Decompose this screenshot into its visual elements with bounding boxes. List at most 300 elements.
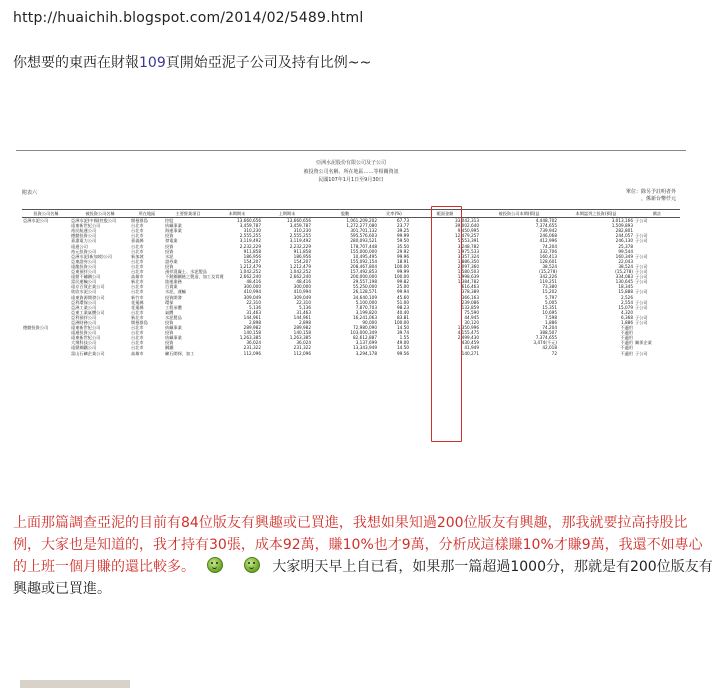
- table-cell: 控股: [165, 218, 174, 224]
- table-header-cell: 被投資公司名稱: [70, 210, 130, 218]
- table-cell: 239,086: [461, 299, 479, 305]
- table-cell: 130,645: [615, 279, 633, 285]
- table-cell: 5,797: [545, 294, 557, 300]
- table-cell: 遠東新世紀公司: [71, 223, 101, 229]
- table-cell: 1,212,479: [239, 263, 261, 269]
- table-cell: 子公司: [635, 238, 648, 244]
- table-cell: 陸運業務: [165, 279, 182, 285]
- table-cell: 台北市: [131, 345, 144, 351]
- table-cell: 157,492,853: [350, 269, 377, 275]
- table-cell: 140,271: [461, 350, 479, 356]
- table-cell: 31,463: [246, 309, 261, 315]
- report-title: 亞洲水泥股份有限公司及子公司: [315, 160, 386, 166]
- table-cell: 154,207: [243, 258, 261, 264]
- table-cell: 178,707,448: [350, 243, 377, 249]
- table-cell: 2,526: [621, 294, 633, 300]
- percentage-cell: 14.50: [397, 325, 409, 331]
- table-cell: 160,413: [539, 253, 557, 259]
- table-cell: 1,580,503: [457, 269, 479, 275]
- percentage-cell: 23.77: [397, 223, 409, 229]
- table-cell: 595,576,603: [350, 233, 377, 239]
- table-cell: 231,322: [243, 345, 261, 351]
- table-cell: 3,199,820: [355, 309, 377, 315]
- table-cell: 155,092,154: [350, 258, 377, 264]
- table-cell: 10,495,495: [353, 253, 377, 259]
- table-cell: 4,448,702: [535, 218, 557, 224]
- report-right-note: 單位：除另予註明者外 ，係新台幣仟元: [625, 189, 676, 202]
- table-header-cell: 帳面金額: [410, 210, 480, 218]
- table-cell: 裕民航運公司: [71, 228, 97, 234]
- table-cell: 台北市: [131, 228, 144, 234]
- table-cell: 不銹鋼鋼捲之製造、加工及買賣: [165, 274, 224, 280]
- table-cell: 2,662,240: [239, 274, 261, 280]
- table-cell: 13,660,656: [287, 218, 311, 224]
- table-cell: 遠龍投資公司: [71, 263, 97, 269]
- table-cell: 3,119,492: [289, 238, 311, 244]
- table-cell: 310,230: [243, 228, 261, 234]
- table-cell: 遠通投資公司: [71, 330, 97, 336]
- table-cell: 74,204: [542, 243, 557, 249]
- table-cell: 新竹市: [131, 294, 144, 300]
- table-cell: 遠通公司: [71, 243, 88, 249]
- table-row: [22, 351, 680, 356]
- table-cell: 7,598: [545, 314, 557, 320]
- table-cell: 遠東新世紀公司: [71, 325, 101, 331]
- table-cell: 366,163: [461, 294, 479, 300]
- table-cell: 75,590: [464, 309, 479, 315]
- table-cell: 10,695: [542, 309, 557, 315]
- table-cell: 280,093,521: [350, 238, 377, 244]
- table-cell: 73,380: [542, 284, 557, 290]
- report-subtitle: 被投資公司名稱、所在地區……等相關資訊: [303, 169, 399, 175]
- table-cell: 5,100,000: [355, 299, 377, 305]
- table-cell: 子公司: [635, 279, 648, 285]
- table-cell: 412,996: [539, 238, 557, 244]
- table-cell: 花蓮縣: [131, 299, 144, 305]
- table-cell: 高雄市: [131, 350, 144, 356]
- table-cell: 台北市: [131, 340, 144, 346]
- table-cell: 子公司: [635, 263, 648, 269]
- table-cell: 德勤投資公司: [71, 233, 97, 239]
- report-left-note: 附表六: [22, 190, 38, 196]
- table-cell: 300,000: [293, 284, 311, 290]
- post-red-text: 上面那篇調查亞泥的目前有84位版友有興趣或已買進，我想如果知過200位版友有興趣，那我就要拉高持股比例，大家也是知道的，我才持有30張，成本92萬，賺10%也才9萬，分析成這樣賺10%才賺9萬，我還不如專心的上班一個月賺的還比較多。: [13, 515, 703, 575]
- table-cell: 台北市: [131, 330, 144, 336]
- percentage-cell: 25.00: [397, 284, 409, 290]
- table-cell: 140,158: [293, 330, 311, 336]
- percentage-cell: 18.91: [397, 258, 409, 264]
- percentage-cell: 100.00: [394, 319, 409, 325]
- table-cell: 亞東工業氣體公司: [71, 309, 105, 315]
- table-cell: 台北市: [131, 258, 144, 264]
- table-cell: 台北市: [131, 284, 144, 290]
- table-cell: 海運事業: [165, 228, 182, 234]
- table-cell: 13,660,656: [237, 218, 261, 224]
- table-cell: 48,416: [296, 279, 311, 285]
- table-cell: 礦石開採、加工: [165, 350, 195, 356]
- table-cell: 子公司: [635, 314, 648, 320]
- table-cell: 亞洲水泥公司: [23, 218, 49, 224]
- table-cell: 2,555,255: [239, 233, 261, 239]
- table-cell: 18,345: [618, 284, 633, 290]
- table-cell: 投資: [165, 340, 174, 346]
- table-cell: 301,701,132: [350, 228, 377, 234]
- table-cell: 5,553,391: [457, 238, 479, 244]
- percentage-cell: 45.60: [397, 294, 409, 300]
- report-period: 民國107年1月1日至9月30日: [318, 177, 384, 183]
- table-cell: 2,898: [299, 319, 311, 325]
- table-cell: 36,024: [246, 340, 261, 346]
- table-cell: 百貨業: [165, 284, 178, 290]
- table-cell: 亞洲水泥(新加坡)公司: [71, 253, 112, 259]
- percentage-cell: 49.00: [397, 340, 409, 346]
- table-cell: 1,061,209,202: [346, 218, 377, 224]
- table-cell: 309,049: [243, 294, 261, 300]
- table-cell: 282,801: [615, 228, 633, 234]
- table-cell: 子公司: [635, 218, 648, 224]
- table-cell: 99,544: [618, 248, 633, 254]
- table-cell: 2,662,240: [289, 274, 311, 280]
- table-cell: 36,024: [296, 340, 311, 346]
- table-cell: 1,212,479: [289, 263, 311, 269]
- table-cell: 不適用: [620, 340, 633, 346]
- table-cell: 台北市: [131, 289, 144, 295]
- table-cell: 22,310: [246, 299, 261, 305]
- table-cell: 16,241,063: [353, 314, 377, 320]
- table-cell: 亞洲工業公司: [71, 304, 97, 310]
- table-cell: 投資: [165, 330, 174, 336]
- percentage-cell: 39.25: [397, 228, 409, 234]
- table-cell: 台北市: [131, 243, 144, 249]
- table-header-cell: 主要營業項目: [164, 210, 212, 218]
- table-header-row: [22, 210, 680, 218]
- table-cell: 2,097,360: [457, 263, 479, 269]
- table-cell: 1,042,252: [239, 269, 261, 275]
- table-cell: 342,226: [539, 274, 557, 280]
- table-cell: 3,013,166: [611, 218, 633, 224]
- table-cell: 29,557,198: [353, 279, 377, 285]
- table-cell: 子公司: [635, 289, 648, 295]
- table-cell: 244,057: [615, 233, 633, 239]
- table-cell: 1,886,350: [457, 258, 479, 264]
- table-cell: 5,136: [249, 304, 261, 310]
- table-cell: 1,509,893: [611, 223, 633, 229]
- table-cell: 氣體: [165, 309, 174, 315]
- table-cell: 新加坡: [131, 253, 144, 259]
- percentage-cell: 29.92: [397, 248, 409, 254]
- table-cell: 128,601: [539, 258, 557, 264]
- percentage-cell: 99.96: [397, 253, 409, 259]
- table-cell: 15,351: [542, 304, 557, 310]
- table-cell: 378,389: [461, 289, 479, 295]
- financial-report-image: [16, 150, 686, 444]
- table-cell: 30,120: [464, 319, 479, 325]
- table-cell: 水泥製品: [165, 314, 182, 320]
- table-cell: 開曼群島: [131, 319, 148, 325]
- table-cell: 144,961: [293, 314, 311, 320]
- table-cell: 246,130: [615, 238, 633, 244]
- table-cell: 911,858: [293, 248, 311, 254]
- table-body: [22, 218, 680, 356]
- table-cell: 186,956: [293, 253, 311, 259]
- table-cell: 子公司: [635, 233, 648, 239]
- table-cell: 41,949: [464, 345, 479, 351]
- table-cell: 82,612,887: [353, 335, 377, 341]
- table-cell: 25,378: [618, 243, 633, 249]
- table-cell: 289,982: [243, 325, 261, 331]
- table-cell: 投資: [165, 248, 174, 254]
- table-cell: 嘉義縣: [131, 238, 144, 244]
- table-cell: 發電業: [165, 238, 178, 244]
- table-cell: 74,204: [542, 325, 557, 331]
- table-cell: 2,554: [621, 299, 633, 305]
- table-cell: 26,128,571: [353, 289, 377, 295]
- table-cell: 預拌混凝土、水泥製品: [165, 269, 207, 275]
- table-cell: 42,018: [542, 345, 557, 351]
- table-cell: 112,096: [293, 350, 311, 356]
- table-cell: 1,263,385: [289, 335, 311, 341]
- table-cell: 亞洲水泥(中國)控股公司: [71, 218, 117, 224]
- table-cell: 關係企業: [635, 340, 652, 346]
- table-cell: 1,042,252: [289, 269, 311, 275]
- table-cell: 子公司: [635, 274, 648, 280]
- table-cell: 3,294,178: [355, 350, 377, 356]
- percentage-cell: 99.94: [397, 289, 409, 295]
- table-cell: 子公司: [635, 319, 648, 325]
- table-cell: (15,278): [539, 269, 557, 275]
- percentage-cell: 67.73: [397, 218, 409, 224]
- table-cell: 亞東證券公司: [71, 258, 97, 264]
- table-cell: 186,956: [243, 253, 261, 259]
- table-cell: 台北市: [131, 263, 144, 269]
- post-paragraph: [13, 512, 713, 600]
- table-cell: 台北市: [131, 269, 144, 275]
- table-cell: 台北市: [131, 325, 144, 331]
- table-cell: 富民運輸公司: [71, 279, 97, 285]
- table-cell: 739,942: [539, 228, 557, 234]
- table-cell: 新北市: [131, 279, 144, 285]
- green-smiley-icon: [244, 557, 260, 573]
- table-cell: 208,467,804: [350, 263, 377, 269]
- table-cell: 6,368: [621, 314, 633, 320]
- table-cell: 616,463: [461, 284, 479, 290]
- table-header-cell: 比率(%): [378, 210, 410, 218]
- table-cell: 花蓮縣: [131, 304, 144, 310]
- table-header-cell: 所在地區: [130, 210, 164, 218]
- percentage-cell: 83.81: [397, 314, 409, 320]
- table-cell: 5,005: [545, 299, 557, 305]
- table-cell: 332,706: [539, 248, 557, 254]
- table-cell: 22,310: [296, 299, 311, 305]
- table-cell: [22, 351, 70, 356]
- table-cell: 亞洲財務公司: [71, 319, 97, 325]
- table-cell: 22,043: [618, 258, 633, 264]
- table-cell: 13,343,949: [353, 345, 377, 351]
- table-cell: 430,459: [461, 340, 479, 346]
- table-cell: 1,272,277,080: [346, 223, 377, 229]
- table-cell: 4,320: [621, 309, 633, 315]
- table-cell: 嘉惠電力公司: [71, 238, 97, 244]
- green-smiley-icon: [207, 557, 223, 573]
- percentage-cell: 100.00: [394, 274, 409, 280]
- table-cell: 2,499,430: [457, 335, 479, 341]
- table-cell: 1,886: [621, 319, 633, 325]
- table-cell: 子公司: [635, 299, 648, 305]
- table-cell: 44,945: [464, 314, 479, 320]
- table-cell: 200,000,000: [350, 274, 377, 280]
- intro-after: 頁開始亞泥子公司及持有比例~~: [165, 55, 372, 71]
- table-cell: 2,555,255: [289, 233, 311, 239]
- table-cell: 231,322: [293, 345, 311, 351]
- table-cell: 72: [551, 350, 557, 356]
- table-cell: 3,248,782: [457, 243, 479, 249]
- table-cell: 132,859: [461, 304, 479, 310]
- table-cell: 證券業: [165, 258, 178, 264]
- table-cell: 103,000,349: [350, 330, 377, 336]
- table-cell: 子公司: [635, 269, 648, 275]
- table-cell: 遠京百貨企業公司: [71, 284, 105, 290]
- table-cell: 裕元投資公司: [71, 248, 97, 254]
- table-cell: 亞東預拌公司: [71, 269, 97, 275]
- table-cell: 289,982: [293, 325, 311, 331]
- table-cell: 33,042,313: [455, 218, 479, 224]
- table-cell: 投資: [165, 233, 174, 239]
- table-cell: 遠東新世紀公司: [71, 335, 101, 341]
- intro-before: 你想要的東西在財報: [13, 55, 139, 71]
- table-cell: 不適用: [620, 330, 633, 336]
- table-cell: 31,463: [296, 309, 311, 315]
- table-cell: 90,000: [362, 319, 377, 325]
- table-cell: 309,049: [293, 294, 311, 300]
- table-cell: 紡織事業: [165, 335, 182, 341]
- percentage-cell: 99.56: [397, 350, 409, 356]
- percentage-cell: 14.50: [397, 345, 409, 351]
- table-cell: 246,068: [539, 233, 557, 239]
- table-cell: 遠鼎不鏽鋼公司: [71, 274, 101, 280]
- table-cell: 台北市: [131, 233, 144, 239]
- table-header-cell: 被投資公司本期(損)益: [480, 210, 558, 218]
- table-header-cell: 本期期末: [212, 210, 262, 218]
- table-cell: 水泥: [165, 253, 174, 259]
- table-cell: 15,888: [618, 289, 633, 295]
- table-cell: 388,507: [539, 330, 557, 336]
- table-cell: 工程承攬: [165, 304, 182, 310]
- percentage-cell: 39.74: [397, 330, 409, 336]
- percentage-cell: 99.82: [397, 279, 409, 285]
- table-cell: 台北市: [131, 335, 144, 341]
- table-cell: 15,202: [542, 289, 557, 295]
- table-cell: 119,251: [539, 279, 557, 285]
- percentage-cell: 35.50: [397, 243, 409, 249]
- table-cell: 亞利環保公司: [71, 299, 97, 305]
- table-cell: 3,459,787: [239, 223, 261, 229]
- intro-page-number: 109: [139, 55, 166, 71]
- table-cell: 38,524: [542, 263, 557, 269]
- table-cell: 38,524: [618, 263, 633, 269]
- table-cell: 1,998,639: [457, 274, 479, 280]
- table-cell: 334,083: [615, 274, 633, 280]
- table-cell: 3,119,492: [239, 238, 261, 244]
- table-cell: 72,980,090: [353, 325, 377, 331]
- table-cell: 310,230: [293, 228, 311, 234]
- table-cell: 3,474(千元): [533, 340, 557, 346]
- table-cell: 112,096: [243, 350, 261, 356]
- table-cell: 投資: [165, 243, 174, 249]
- table-cell: 5,136: [299, 304, 311, 310]
- table-cell: 子公司: [635, 253, 648, 259]
- table-cell: 新北市: [131, 314, 144, 320]
- table-cell: 環保: [165, 299, 174, 305]
- table-cell: 遠鼎鋼鐵公司: [71, 345, 97, 351]
- page-url: http://huaichih.blogspot.com/2014/02/5489.html: [13, 10, 364, 26]
- subsidiary-table: [22, 209, 680, 356]
- table-cell: 39,002,640: [455, 223, 479, 229]
- table-cell: 1,350,996: [457, 325, 479, 331]
- table-cell: 410,994: [293, 289, 311, 295]
- table-cell: 140,158: [243, 330, 261, 336]
- table-header-cell: 股數: [312, 210, 378, 218]
- table-header-cell: 上期期末: [262, 210, 312, 218]
- table-cell: 48,416: [246, 279, 261, 285]
- percentage-cell: 99.99: [397, 269, 409, 275]
- table-cell: 台北市: [131, 309, 144, 315]
- table-cell: 410,994: [243, 289, 261, 295]
- table-cell: 不適用: [620, 345, 633, 351]
- table-cell: 2,232,229: [239, 243, 261, 249]
- table-cell: 12,479,257: [455, 233, 479, 239]
- table-cell: 不適用: [620, 335, 633, 341]
- table-cell: 3,357,324: [457, 253, 479, 259]
- table-cell: 不適用: [620, 350, 633, 356]
- table-cell: 開曼群島: [131, 218, 148, 224]
- table-cell: 160,349: [615, 253, 633, 259]
- table-cell: 9,450,995: [457, 228, 479, 234]
- table-header-cell: 備註: [634, 210, 680, 218]
- table-cell: 2,898: [249, 319, 261, 325]
- table-cell: 鋼鐵: [165, 345, 174, 351]
- table-cell: 1,886: [545, 319, 557, 325]
- table-cell: 7,374,655: [535, 223, 557, 229]
- table-cell: 34,640,109: [353, 294, 377, 300]
- table-header-cell: 投資公司名稱: [22, 210, 70, 218]
- percentage-cell: 51.00: [397, 299, 409, 305]
- table-cell: 15,079: [618, 304, 633, 310]
- table-cell: 高雄市: [131, 274, 144, 280]
- table-cell: 155,000,000: [350, 248, 377, 254]
- thumbnail-image: [20, 680, 130, 688]
- table-cell: 水泥、運輸: [165, 289, 186, 295]
- percentage-cell: 99.99: [397, 233, 409, 239]
- table-cell: 7,870,703: [355, 304, 377, 310]
- table-header-cell: 本期認列之投資(損)益: [558, 210, 634, 218]
- percentage-cell: 1.55: [399, 335, 409, 341]
- table-cell: 紡織事業: [165, 325, 182, 331]
- percentage-cell: 100.00: [394, 263, 409, 269]
- table-cell: (15,278): [615, 269, 633, 275]
- table-cell: 台北市: [131, 248, 144, 254]
- table-cell: 3,137,699: [355, 340, 377, 346]
- table-cell: 不適用: [620, 325, 633, 331]
- table-cell: 144,961: [243, 314, 261, 320]
- percentage-cell: 40.40: [397, 309, 409, 315]
- table-cell: 911,858: [243, 248, 261, 254]
- table-cell: 300,000: [243, 284, 261, 290]
- table-cell: 子公司: [635, 350, 648, 356]
- table-cell: 投資開發: [165, 294, 182, 300]
- table-cell: 遠東資源開發公司: [71, 294, 105, 300]
- table-cell: 2,232,229: [289, 243, 311, 249]
- table-cell: 亞利預拌公司: [71, 314, 97, 320]
